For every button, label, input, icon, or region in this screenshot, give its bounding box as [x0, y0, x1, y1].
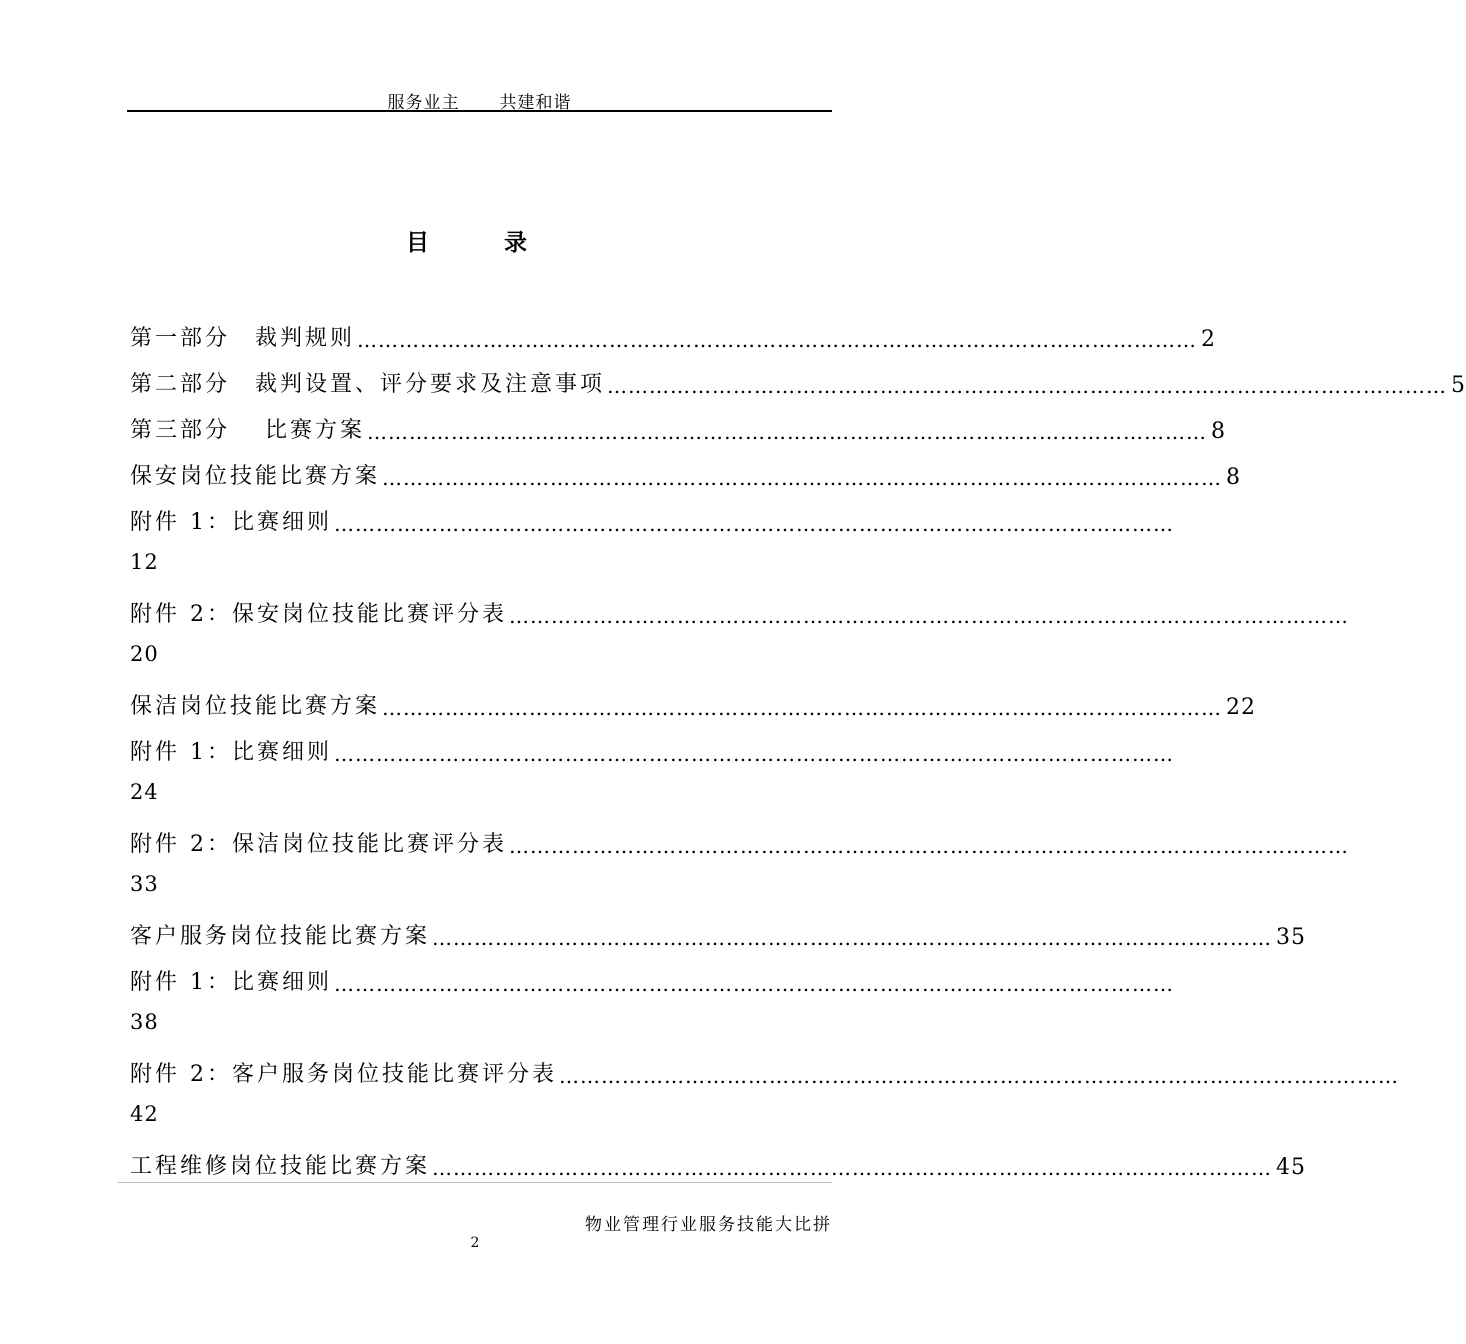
- toc-entry-page: 35: [1276, 925, 1307, 950]
- toc-entry-label: 第三部分 比赛方案: [130, 418, 365, 443]
- toc-entry[interactable]: [130, 450, 1242, 490]
- toc-entry[interactable]: [130, 680, 1257, 720]
- toc-entry-page[interactable]: 33: [130, 872, 159, 896]
- toc-entry[interactable]: [130, 1140, 1307, 1180]
- toc-entry-page: 8: [1226, 465, 1242, 490]
- header-right-text: 共建和谐: [499, 93, 572, 113]
- toc-entry[interactable]: [130, 588, 1349, 628]
- toc-entry-page: 22: [1226, 695, 1257, 720]
- toc-entry-label: 附件 1：比赛细则: [130, 510, 332, 535]
- toc-entry[interactable]: [130, 358, 1466, 398]
- toc-entry-label: 第一部分 裁判规则: [130, 326, 356, 351]
- toc-entry[interactable]: [130, 1048, 1399, 1088]
- toc-entry-label: 工程维修岗位技能比赛方案: [130, 1154, 431, 1179]
- toc-entry-page[interactable]: 12: [130, 550, 159, 574]
- toc-entry-label: 第二部分 裁判设置、评分要求及注意事项: [130, 372, 606, 397]
- toc-entry[interactable]: [130, 404, 1226, 444]
- leader-dots: …………………………………………………………………………………………………………: [357, 328, 1198, 352]
- toc-entry-label: 附件 2：保洁岗位技能比赛评分表: [130, 832, 507, 857]
- toc-entry-label: 附件 1：比赛细则: [130, 970, 332, 995]
- toc-entry-page: 8: [1211, 419, 1226, 444]
- leader-dots: …………………………………………………………………………………………………………: [559, 1064, 1399, 1088]
- toc-entry-label: 附件 2：保安岗位技能比赛评分表: [130, 602, 507, 627]
- toc-entry-page[interactable]: 42: [130, 1102, 159, 1126]
- toc-entry[interactable]: [130, 910, 1307, 950]
- leader-dots: …………………………………………………………………………………………………………: [509, 834, 1349, 858]
- toc-entry-page[interactable]: 20: [130, 642, 159, 666]
- footer-rule: [118, 1182, 832, 1183]
- leader-dots: …………………………………………………………………………………………………………: [334, 512, 1174, 536]
- toc-entry[interactable]: [130, 312, 1217, 352]
- leader-dots: …………………………………………………………………………………………………………: [607, 374, 1448, 398]
- page-number: 2: [470, 1235, 480, 1251]
- leader-dots: …………………………………………………………………………………………………………: [334, 742, 1174, 766]
- leader-dots: …………………………………………………………………………………………………………: [367, 420, 1207, 444]
- header-left-text: 服务业主: [387, 93, 460, 113]
- toc-entry-label: 保洁岗位技能比赛方案: [130, 694, 381, 719]
- leader-dots: …………………………………………………………………………………………………………: [334, 972, 1174, 996]
- toc-entry[interactable]: [130, 818, 1349, 858]
- toc-entry-page: 45: [1276, 1155, 1307, 1180]
- toc-entry-label: 附件 1：比赛细则: [130, 740, 332, 765]
- leader-dots: …………………………………………………………………………………………………………: [509, 604, 1349, 628]
- toc-title: 目 录: [406, 229, 553, 256]
- toc-entry[interactable]: [130, 726, 1174, 766]
- leader-dots: …………………………………………………………………………………………………………: [432, 1156, 1273, 1180]
- toc-entry-page: 2: [1201, 327, 1217, 352]
- toc-entry-label: 客户服务岗位技能比赛方案: [130, 924, 431, 949]
- header-rule: [127, 110, 832, 112]
- toc-entry[interactable]: [130, 496, 1174, 536]
- toc-entry-label: 保安岗位技能比赛方案: [130, 464, 381, 489]
- toc-entry-page[interactable]: 24: [130, 780, 159, 804]
- running-footer: 物业管理行业服务技能大比拼: [585, 1215, 832, 1235]
- leader-dots: …………………………………………………………………………………………………………: [382, 466, 1223, 490]
- toc-entry[interactable]: [130, 956, 1174, 996]
- toc-entry-label: 附件 2：客户服务岗位技能比赛评分表: [130, 1062, 557, 1087]
- toc-entry-page: 5: [1451, 373, 1466, 398]
- leader-dots: …………………………………………………………………………………………………………: [432, 926, 1273, 950]
- running-header: [127, 88, 832, 112]
- leader-dots: …………………………………………………………………………………………………………: [382, 696, 1223, 720]
- toc-entry-page[interactable]: 38: [130, 1010, 159, 1034]
